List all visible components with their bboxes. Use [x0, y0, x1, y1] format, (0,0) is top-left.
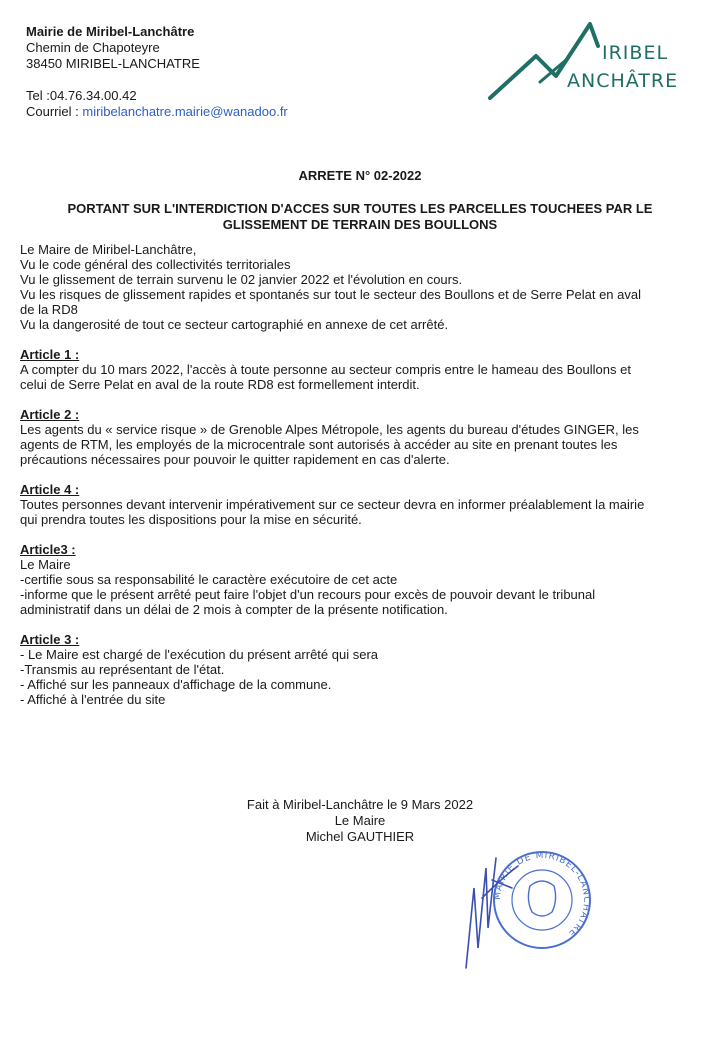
decree-title: ARRETE N° 02-2022: [298, 168, 422, 183]
address-line-2: 38450 MIRIBEL-LANCHATRE: [26, 56, 200, 71]
article-line: Le Maire: [20, 557, 71, 572]
sender-block: [26, 24, 200, 72]
address-line-1: Chemin de Chapoteyre: [26, 40, 160, 55]
article-heading: Article 2 :: [20, 407, 80, 422]
preamble-line: Vu les risques de glissement rapides et spontanés sur tout le secteur des Boullons et de Serre Pelat en aval: [20, 287, 641, 302]
signatory-name: Michel GAUTHIER: [305, 829, 415, 844]
preamble-line: Vu la dangerosité de tout ce secteur cartographié en annexe de cet arrêté.: [20, 317, 449, 332]
decree-subtitle: [60, 201, 660, 233]
article-heading: Article 1 :: [20, 347, 80, 362]
email-label: Courriel :: [26, 104, 83, 119]
article-line: agents de RTM, les employés de la microcentrale sont autorisés à accéder au site en prenant toutes les: [20, 437, 618, 452]
stamp-text: [493, 851, 591, 939]
article-line: administratif dans un délai de 2 mois à compter de la présente notification.: [20, 602, 448, 617]
article-heading: Article3 :: [20, 542, 76, 557]
article-line: précautions nécessaires pour pouvoir le quitter rapidement en cas d'alerte.: [20, 452, 450, 467]
stamp-inner-ring: [512, 870, 572, 930]
article-line: qui prendra toutes les dispositions pour la mise en sécurité.: [20, 512, 362, 527]
telephone: Tel :04.76.34.00.42: [26, 88, 137, 103]
article-heading: Article 4 :: [20, 482, 80, 497]
article-4: [20, 482, 692, 527]
article-line: A compter du 10 mars 2022, l'accès à toute personne au secteur compris entre le hameau des Boullons et: [20, 362, 631, 377]
preamble: [20, 242, 692, 332]
email-line: [26, 104, 288, 120]
stamp-text-path: MAIRIE DE MIRIBEL-LANCHATRE: [492, 850, 592, 939]
decree-body: [20, 242, 692, 707]
place-date: Fait à Miribel-Lanchâtre le 9 Mars 2022: [246, 797, 474, 812]
article-line: celui de Serre Pelat en aval de la route RD8 est formellement interdit.: [20, 377, 420, 392]
signatory-role: Le Maire: [334, 813, 386, 828]
logo-text-miribel: IRIBEL: [602, 42, 669, 64]
article-heading: Article 3 :: [20, 632, 80, 647]
subtitle-line-1: PORTANT SUR L'INTERDICTION D'ACCES SUR TOUTES LES PARCELLES TOUCHEES PAR LE: [67, 201, 653, 216]
article-line: - Affiché à l'entrée du site: [20, 692, 166, 707]
signature-and-stamp: [452, 828, 602, 978]
article-3a: [20, 542, 692, 617]
preamble-line: Vu le code général des collectivités territoriales: [20, 257, 291, 272]
preamble-line: Le Maire de Miribel-Lanchâtre,: [20, 242, 197, 257]
article-line: Les agents du « service risque » de Grenoble Alpes Métropole, les agents du bureau d'études GINGER, les: [20, 422, 639, 437]
subtitle-line-2: GLISSEMENT DE TERRAIN DES BOULLONS: [222, 217, 498, 232]
article-1: [20, 347, 692, 392]
article-line: - Le Maire est chargé de l'exécution du présent arrêté qui sera: [20, 647, 379, 662]
organisation-name: Mairie de Miribel-Lanchâtre: [26, 24, 195, 39]
logo-text-lanchatre: ANCHÂTRE: [567, 70, 679, 92]
article-line: -Transmis au représentant de l'état.: [20, 662, 225, 677]
preamble-line: de la RD8: [20, 302, 78, 317]
stamp-emblem: [528, 881, 555, 916]
email-link[interactable]: miribelanchatre.mairie@wanadoo.fr: [82, 104, 288, 119]
article-3b: [20, 632, 692, 707]
article-line: -certifie sous sa responsabilité le caractère exécutoire de cet acte: [20, 572, 398, 587]
preamble-line: Vu le glissement de terrain survenu le 02 janvier 2022 et l'évolution en cours.: [20, 272, 463, 287]
contact-block: [26, 88, 288, 120]
article-line: - Affiché sur les panneaux d'affichage de la commune.: [20, 677, 332, 692]
article-line: -informe que le présent arrêté peut faire l'objet d'un recours pour excès de pouvoir devant le tribunal: [20, 587, 596, 602]
article-line: Toutes personnes devant intervenir impérativement sur ce secteur devra en informer préalablement la mairie: [20, 497, 645, 512]
article-2: [20, 407, 692, 467]
